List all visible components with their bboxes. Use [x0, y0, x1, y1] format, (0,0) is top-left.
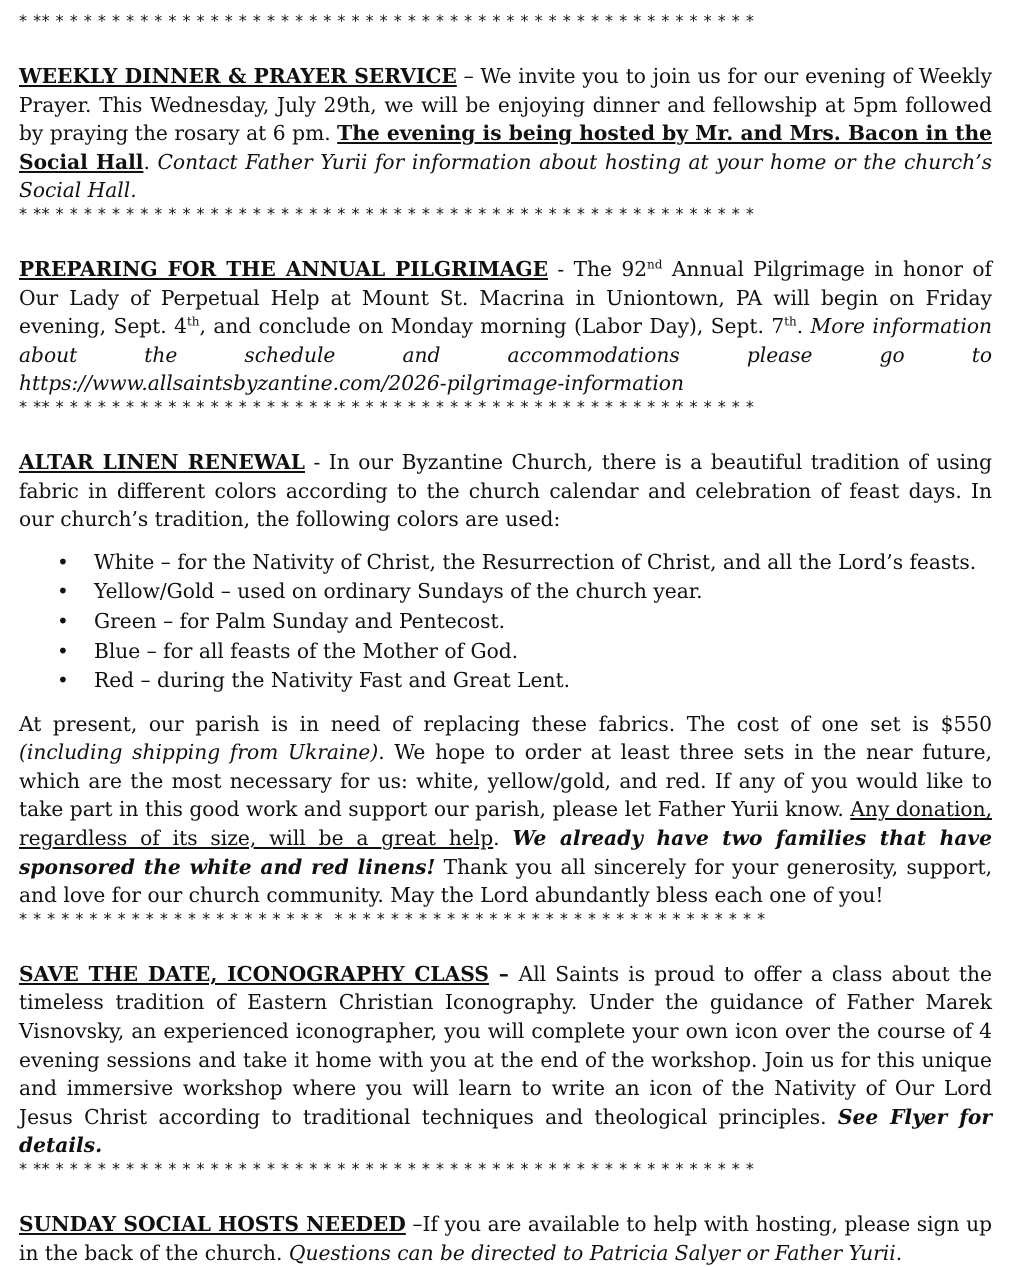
list-item	[19, 607, 992, 637]
bullet-icon: •	[57, 668, 69, 693]
pilgrimage-sup-3: th	[784, 314, 797, 329]
star-divider: * ** * * * * * * * * * * * * * * * * * * * * * * * * * * * * * * * * * * * * * * * * * * * * * * * * * *	[19, 204, 755, 223]
list-item	[19, 637, 992, 667]
pilgrimage-text-3: , and conclude on Monday morning (Labor Day), Sept. 7	[199, 314, 785, 339]
star-divider: * ** * * * * * * * * * * * * * * * * * * * * * * * * * * * * * * * * * * * * * * * * * * * * * * * * * *	[19, 12, 755, 30]
social-hosts-section	[19, 1210, 992, 1267]
pilgrimage-text-2: Annual Pilgrimage in honor of Our Lady of Perpetual Help at Mount St. Macrina in Uniontown, PA will begin on Friday evening, Sept. 4	[19, 256, 992, 339]
bullet-icon: •	[57, 579, 69, 604]
list-item	[19, 666, 992, 696]
iconography-flyer: See Flyer for details.	[19, 1104, 992, 1158]
altar-appeal-text-1: At present, our parish is in need of replacing these fabrics. The cost of one set is $550	[19, 711, 992, 736]
bulletin-page	[19, 12, 992, 1267]
altar-appeal-sponsored: We already have two families that have sponsored the white and red linens!	[19, 826, 992, 879]
altar-appeal-text-3: .	[493, 826, 513, 851]
color-item-green: Green – for Palm Sunday and Pentecost.	[94, 608, 506, 633]
iconography-section	[19, 960, 992, 1160]
bullet-icon: •	[57, 608, 69, 633]
altar-appeal-shipping: (including shipping from Ukraine)	[19, 740, 379, 765]
altar-appeal-donation: Any donation, regardless of its size, will be a great help	[19, 797, 992, 851]
star-divider-left: * * * * * * * * * * * * * * * * * * * * * *	[19, 909, 324, 928]
altar-appeal-text-4: Thank you all sincerely for your generosity, support, and love for our church community. May the Lord abundantly bless each one of you!	[19, 854, 993, 908]
pilgrimage-text-1: - The 92	[548, 256, 648, 281]
weekly-dinner-contact: Contact Father Yurii for information about hosting at your home or the church’s Social Hall.	[19, 149, 992, 203]
pilgrimage-heading: PREPARING FOR THE ANNUAL PILGRIMAGE	[19, 256, 549, 281]
altar-appeal-text-2: . We hope to order at least three sets in the near future, which are the most necessary for us: white, yellow/gold, and red. If any of you would like to take part in this good work and support our parish, please let Father Yurii know.	[19, 740, 992, 822]
color-item-white: White – for the Nativity of Christ, the Resurrection of Christ, and all the Lord’s feasts.	[94, 549, 977, 574]
weekly-dinner-section	[19, 62, 992, 205]
altar-linen-heading: ALTAR LINEN RENEWAL	[19, 449, 305, 474]
weekly-dinner-heading: WEEKLY DINNER & PRAYER SERVICE	[19, 64, 457, 88]
color-item-yellow-gold: Yellow/Gold – used on ordinary Sundays of the church year.	[94, 579, 703, 604]
bullet-icon: •	[57, 638, 69, 663]
star-divider: * ** * * * * * * * * * * * * * * * * * * * * * * * * * * * * * * * * * * * * * * * * * * * * * * * * * *	[19, 397, 755, 416]
star-divider-split	[19, 910, 992, 928]
star-divider: * ** * * * * * * * * * * * * * * * * * * * * * * * * * * * * * * * * * * * * * * * * * * * * * * * * * *	[19, 1160, 755, 1178]
pilgrimage-text-4: .	[796, 314, 811, 339]
social-hosts-text: –If you are available to help with hosting, please sign up in the back of the church.	[19, 1212, 992, 1265]
altar-linen-intro: - In our Byzantine Church, there is a beautiful tradition of using fabric in different colors according to the church calendar and celebration of feast days. In our church’s tradition, the following colors are used:	[19, 449, 992, 532]
weekly-dinner-intro: – We invite you to join us for our evening of Weekly Prayer. This Wednesday, July 29th, we will be enjoying dinner and fellowship at 5pm followed by praying the rosary at 6 pm.	[19, 64, 992, 146]
social-hosts-questions: Questions can be directed to Patricia Salyer or Father Yurii.	[288, 1240, 903, 1265]
star-divider-right: * * * * * * * * * * * * * * * * * * * * * * * * * * * * * * *	[334, 909, 766, 928]
pilgrimage-sup-1: nd	[647, 257, 663, 272]
iconography-dash: –	[489, 961, 519, 986]
altar-linen-appeal	[19, 710, 992, 910]
list-item	[19, 577, 992, 607]
altar-linen-section	[19, 448, 992, 534]
pilgrimage-section	[19, 255, 992, 398]
iconography-heading: SAVE THE DATE, ICONOGRAPHY CLASS	[19, 961, 489, 986]
bullet-icon: •	[57, 549, 69, 574]
social-hosts-heading: SUNDAY SOCIAL HOSTS NEEDED	[19, 1212, 406, 1236]
color-list	[19, 548, 992, 696]
pilgrimage-more-info-link[interactable]: More information about the schedule and accommodations please go to https://www.allsaintsbyzantine.com/2026-pilgrimage-information	[19, 314, 992, 396]
list-item	[19, 548, 992, 578]
weekly-dinner-period: .	[143, 149, 158, 174]
pilgrimage-sup-2: th	[186, 314, 200, 329]
iconography-text: All Saints is proud to offer a class about the timeless tradition of Eastern Christian Iconography. Under the guidance of Father Marek Visnovsky, an experienced iconographer, you will complete your own icon over the course of 4 evening sessions and take it home with you at the end of the workshop. Join us for this unique and immersive workshop where you will learn to write an icon of the Nativity of Our Lord Jesus Christ according to traditional techniques and theological principles.	[19, 961, 992, 1129]
color-item-blue: Blue – for all feasts of the Mother of God.	[94, 638, 519, 663]
color-item-red: Red – during the Nativity Fast and Great Lent.	[94, 668, 571, 693]
weekly-dinner-hosted: The evening is being hosted by Mr. and Mrs. Bacon in the Social Hall	[19, 121, 992, 174]
